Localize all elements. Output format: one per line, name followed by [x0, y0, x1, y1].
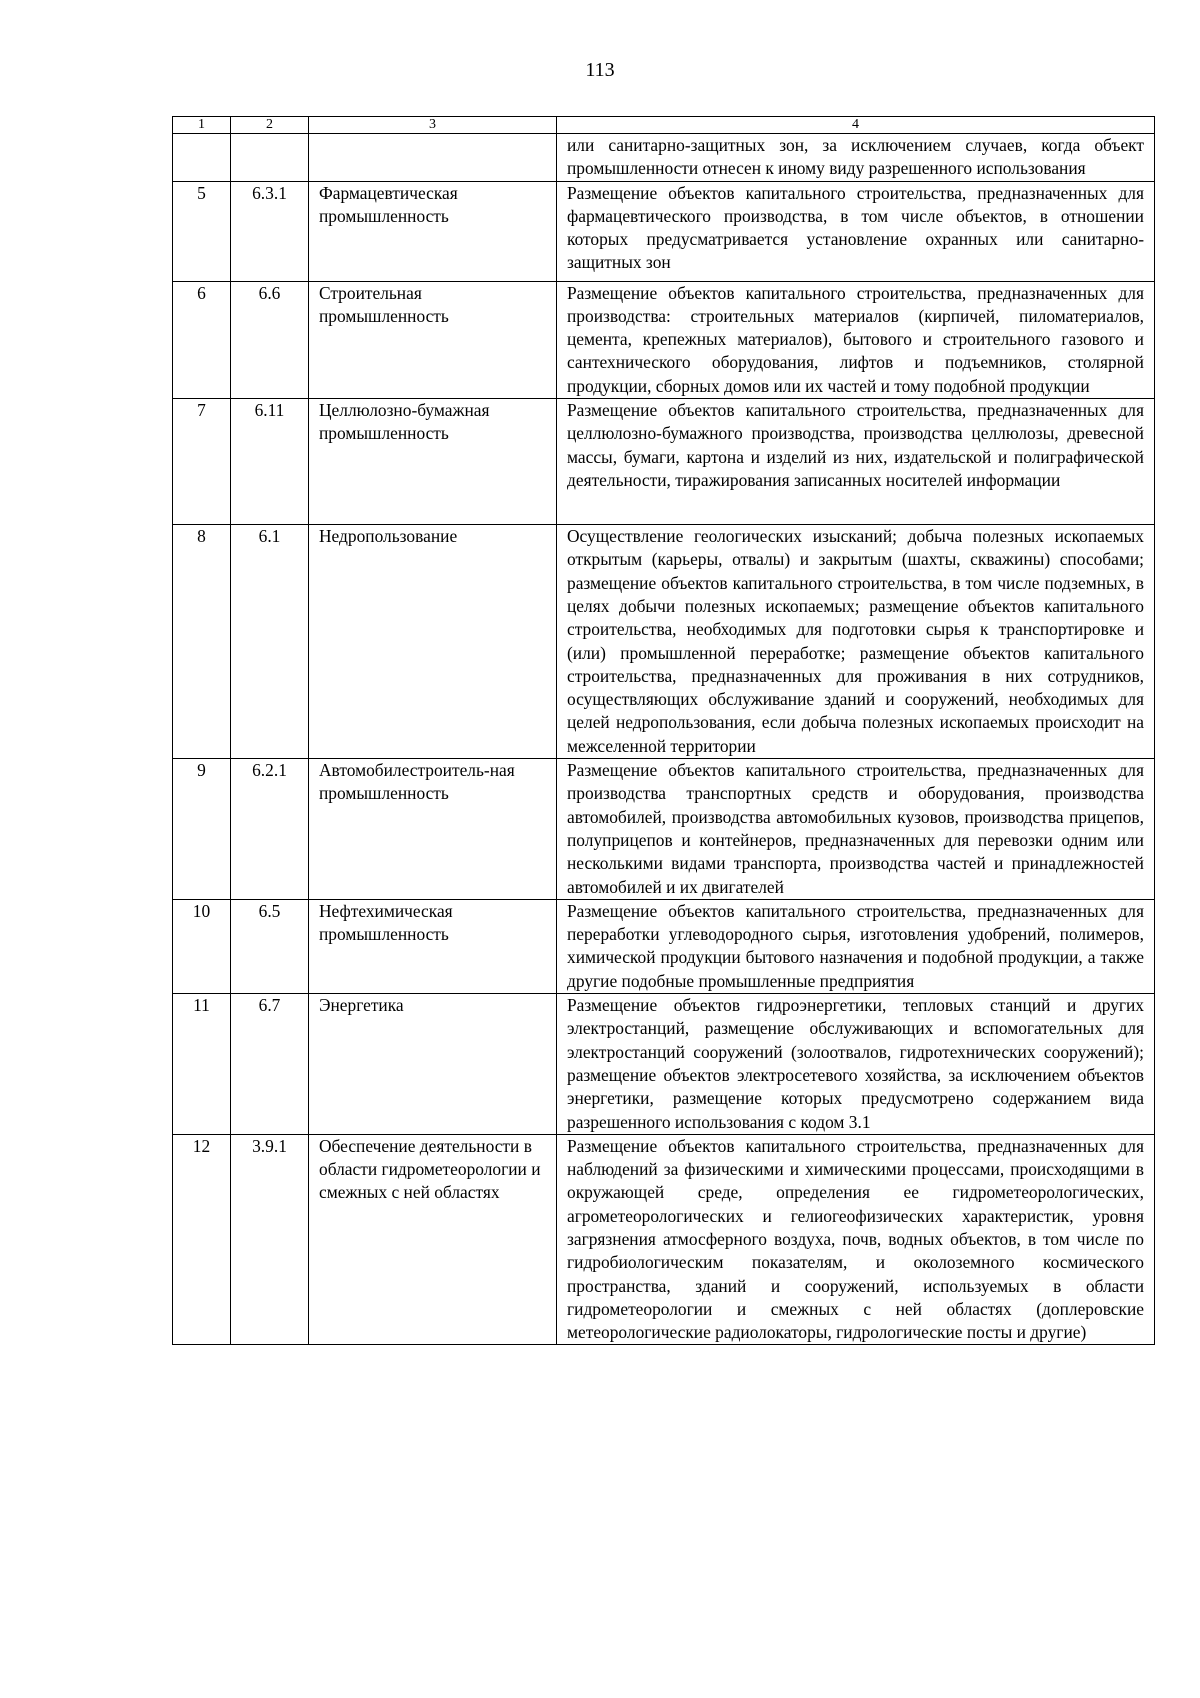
row-name: Обеспечение деятельности в области гидрометеорологии и смежных с ней областях	[309, 1134, 557, 1345]
row-description: Размещение объектов капитального строительства, предназначенных для производства: строительных материалов (кирпичей, пиломатериалов, цемента, крепежных материалов), бытового и строительного газового и сантехнического оборудования, лифтов и подъемников, столярной продукции, сборных домов или их частей и тому подобной продукции	[557, 281, 1155, 398]
row-code: 6.11	[231, 399, 309, 525]
table-row	[173, 399, 1155, 525]
row-number: 8	[173, 525, 231, 759]
row-name: Строительная промышленность	[309, 281, 557, 398]
row-description: Осуществление геологических изысканий; добыча полезных ископаемых открытым (карьеры, отвалы) и закрытым (шахты, скважины) способами; размещение объектов капитального строительства, в том числе подземных, в целях добычи полезных ископаемых; размещение объектов капитального строительства, необходимых для подготовки сырья к транспортировке и (или) промышленной переработке; размещение объектов капитального строительства, предназначенных для проживания в них сотрудников, осуществляющих обслуживание зданий и сооружений, необходимых для целей недропользования, если добыча полезных ископаемых происходит на межселенной территории	[557, 525, 1155, 759]
row-name: Автомобилестроитель-ная промышленность	[309, 759, 557, 900]
table-row	[173, 181, 1155, 281]
row-description: Размещение объектов капитального строительства, предназначенных для целлюлозно-бумажного производства, производства целлюлозы, древесной массы, бумаги, картона и изделий из них, издательской и полиграфической деятельности, тиражирования записанных носителей информации	[557, 399, 1155, 525]
row-code: 6.3.1	[231, 181, 309, 281]
row-number: 6	[173, 281, 231, 398]
table-row	[173, 899, 1155, 993]
row-code: 6.1	[231, 525, 309, 759]
row-code: 6.5	[231, 899, 309, 993]
row-name: Фармацевтическая промышленность	[309, 181, 557, 281]
table-row	[173, 525, 1155, 759]
row-code	[231, 134, 309, 182]
header-cell-4: 4	[557, 117, 1155, 134]
header-cell-1: 1	[173, 117, 231, 134]
row-name: Энергетика	[309, 994, 557, 1135]
row-code: 6.6	[231, 281, 309, 398]
row-number: 5	[173, 181, 231, 281]
row-number: 11	[173, 994, 231, 1135]
row-number: 10	[173, 899, 231, 993]
table-row-continuation	[173, 134, 1155, 182]
row-number: 7	[173, 399, 231, 525]
land-use-table	[172, 116, 1155, 1345]
row-description: Размещение объектов капитального строительства, предназначенных для наблюдений за физическими и химическими процессами, происходящими в окружающей среде, определения ее гидрометеорологических, агрометеорологических и гелиогеофизических характеристик, уровня загрязнения атмосферного воздуха, почв, водных объектов, в том числе по гидробиологическим показателям, и околоземного космического пространства, зданий и сооружений, используемых в области гидрометеорологии и смежных с ней областях (доплеровские метеорологические радиолокаторы, гидрологические посты и другие)	[557, 1134, 1155, 1345]
row-number	[173, 134, 231, 182]
table-row	[173, 1134, 1155, 1345]
table-row	[173, 759, 1155, 900]
row-code: 6.2.1	[231, 759, 309, 900]
row-description: Размещение объектов капитального строительства, предназначенных для производства транспортных средств и оборудования, производства автомобилей, производства автомобильных кузовов, производства прицепов, полуприцепов и контейнеров, предназначенных для перевозки одним или несколькими видами транспорта, производства частей и принадлежностей автомобилей и их двигателей	[557, 759, 1155, 900]
row-number: 9	[173, 759, 231, 900]
row-name: Целлюлозно-бумажная промышленность	[309, 399, 557, 525]
table-header-row	[173, 117, 1155, 134]
row-description: Размещение объектов капитального строительства, предназначенных для переработки углеводородного сырья, изготовления удобрений, полимеров, химической продукции бытового назначения и подобной продукции, а также другие подобные промышленные предприятия	[557, 899, 1155, 993]
row-name: Недропользование	[309, 525, 557, 759]
page-number: 113	[585, 59, 615, 81]
header-cell-3: 3	[309, 117, 557, 134]
header-cell-2: 2	[231, 117, 309, 134]
row-number: 12	[173, 1134, 231, 1345]
row-name	[309, 134, 557, 182]
row-code: 6.7	[231, 994, 309, 1135]
table-row	[173, 994, 1155, 1135]
row-description: Размещение объектов капитального строительства, предназначенных для фармацевтического производства, в том числе объектов, в отношении которых предусматривается установление охранных или санитарно-защитных зон	[557, 181, 1155, 281]
row-code: 3.9.1	[231, 1134, 309, 1345]
table-row	[173, 281, 1155, 398]
row-description: Размещение объектов гидроэнергетики, тепловых станций и других электростанций, размещение обслуживающих и вспомогательных для электростанций сооружений (золоотвалов, гидротехнических сооружений); размещение объектов электросетевого хозяйства, за исключением объектов энергетики, размещение которых предусмотрено содержанием вида разрешенного использования с кодом 3.1	[557, 994, 1155, 1135]
row-name: Нефтехимическая промышленность	[309, 899, 557, 993]
row-description: или санитарно-защитных зон, за исключением случаев, когда объект промышленности отнесен к иному виду разрешенного использования	[557, 134, 1155, 182]
